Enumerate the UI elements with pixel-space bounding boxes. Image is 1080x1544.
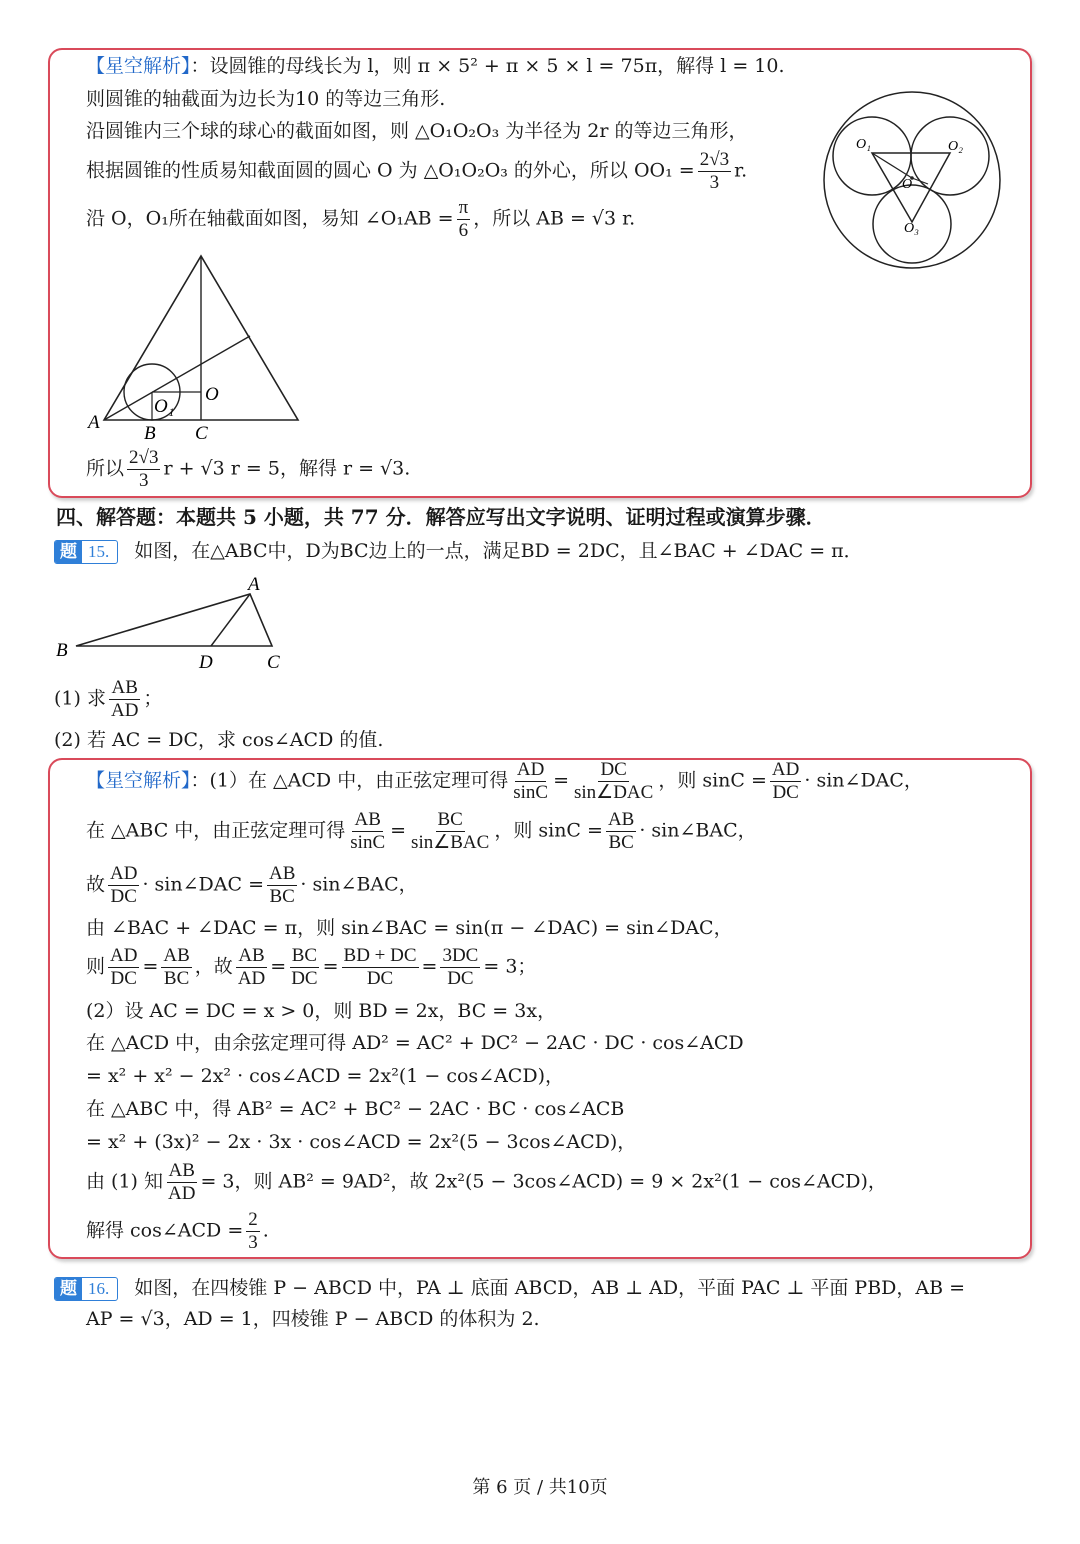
q16-badge: 题 16. [54, 1277, 118, 1301]
label-c: C [195, 423, 208, 444]
section-heading: 四、解答题：本题共 5 小题，共 77 分．解答应写出文字说明、证明过程或演算步骤． [56, 505, 826, 529]
segment-oo2 [912, 178, 928, 184]
fraction: $\frac{2√3}{3}$ [129, 447, 159, 491]
label-b: B [56, 640, 68, 661]
sol2-line11: 由 (1) 知 $\frac{AB}{AD}$ = 3，则 AB² = 9AD²，故 2x²(5 − 3cos∠ACD) = 9 × 2x²(1 − cos∠ACD)， [86, 1160, 887, 1204]
cone-section-figure [84, 250, 314, 450]
sol2-line5: 则 $\frac{AD}{DC}$ = $\frac{AB}{BC}$ ，故 $\frac{AB}{AD}$ = $\frac{BC}{DC}$ = $\frac{BD + DC}{DC}$ = $\frac{3DC}{DC}$ = 3； [86, 945, 537, 989]
segment-oo1 [872, 153, 912, 178]
label-a: A [88, 412, 100, 433]
sol1-line3: 沿圆锥内三个球的球心的截面如图，则 △O₁O₂O₃ 为半径为 2r 的等边三角形， [86, 120, 748, 142]
sol1-line5: 沿 O，O₁所在轴截面如图，易知 ∠O₁AB = $\frac{\pi}{6}$ ，所以 AB = √3 r. [86, 197, 636, 241]
sol1-line4: 根据圆锥的性质易知截面圆的圆心 O 为 △O₁O₂O₃ 的外心，所以 OO₁ = $\frac{2√3}{3}$ r. [86, 149, 748, 193]
label-d: D [199, 652, 213, 673]
q15-stem: 如图，在△ABC中，D为BC边上的一点，满足BD = 2DC，且∠BAC + ∠DAC = π． [134, 540, 863, 562]
q15-badge: 题 15. [54, 540, 118, 564]
label-c: C [267, 652, 280, 673]
fraction: $\frac{DC}{\text{sin∠DAC}}$ [573, 759, 654, 803]
fraction: $\frac{3DC}{DC}$ [442, 945, 479, 989]
label-o1: O₁ [154, 396, 175, 417]
fraction: $\frac{AD}{DC}$ [110, 945, 138, 989]
q15-triangle-figure [54, 570, 294, 674]
label-o2: O₂ [948, 139, 963, 154]
sol1-line1: 【星空解析】：设圆锥的母线长为 l，则 π × 5² + π × 5 × l = 75π，解得 l = 10. [86, 55, 785, 77]
sol2-line1: 【星空解析】：(1）在 △ACD 中，由正弦定理可得 $\frac{AD}{\sin C}$ = $\frac{DC}{\text{sin∠DAC}}$ ，则 sinC = $\frac{AD}{DC}$ · sin∠DAC， [86, 759, 923, 803]
fraction: $\frac{2√3}{3}$ [699, 149, 730, 193]
fraction: $\frac{BC}{DC}$ [291, 945, 318, 989]
triangle-abc [76, 594, 272, 646]
fraction: $\frac{BD + DC}{DC}$ [343, 945, 417, 989]
fraction: $\frac{2}{3}$ [248, 1209, 258, 1253]
sol2-line8: = x² + x² − 2x² · cos∠ACD = 2x²(1 − cos∠ACD)， [86, 1065, 564, 1087]
segment-ad [211, 594, 250, 646]
fraction: $\frac{AB}{BC}$ [163, 945, 190, 989]
q16-line2: AP = √3，AD = 1，四棱锥 P − ABCD 的体积为 2. [86, 1308, 540, 1330]
fraction: $\frac{\pi}{6}$ [458, 197, 469, 241]
fraction: $\frac{AB}{AD}$ [110, 677, 139, 721]
fraction: $\frac{AB}{AD}$ [168, 1160, 196, 1204]
sphere-circle-2 [911, 117, 989, 195]
sol2-line4: 由 ∠BAC + ∠DAC = π，则 sin∠BAC = sin(π − ∠DAC) = sin∠DAC， [86, 917, 733, 939]
sol1-label: 【星空解析】 [86, 55, 191, 77]
sol2-line6: (2）设 AC = DC = x > 0，则 BD = 2x，BC = 3x， [86, 1000, 557, 1022]
label-o: O [205, 384, 219, 405]
sphere-circle-1 [833, 117, 911, 195]
fraction: $\frac{AB}{BC}$ [268, 863, 296, 907]
fraction: $\frac{AD}{DC}$ [771, 759, 800, 803]
label-o: O [902, 177, 913, 192]
fraction: $\frac{AD}{DC}$ [110, 863, 138, 907]
fraction: $\frac{AD}{\sin C}$ [513, 759, 549, 803]
three-spheres-figure [820, 84, 1006, 284]
fraction: $\frac{AB}{\sin C}$ [350, 809, 386, 853]
fraction: $\frac{AB}{AD}$ [237, 945, 266, 989]
q15-part2: (2) 若 AC = DC，求 cos∠ACD 的值. [54, 729, 384, 751]
sol1-line6: 所以 $\frac{2√3}{3}$ r + √3 r = 5，解得 r = √3. [86, 447, 411, 491]
q15-stem-line [54, 540, 863, 564]
q16-stem: 如图，在四棱锥 P − ABCD 中，PA ⊥ 底面 ABCD，AB ⊥ AD，平面 PAC ⊥ 平面 PBD，AB = [134, 1277, 966, 1299]
label-b: B [144, 423, 156, 444]
q15-part1: (1) 求 $\frac{AB}{AD}$ ； [54, 677, 163, 721]
sol2-label: 【星空解析】 [86, 769, 191, 792]
fraction: $\frac{AB}{BC}$ [607, 809, 635, 853]
label-a: A [248, 574, 260, 595]
sol2-line3: 故 $\frac{AD}{DC}$ · sin∠DAC = $\frac{AB}{BC}$ · sin∠BAC， [86, 863, 418, 907]
fraction: $\frac{BC}{\text{sin∠BAC}}$ [411, 809, 490, 853]
sol2-line10: = x² + (3x)² − 2x · 3x · cos∠ACD = 2x²(5 − 3cos∠ACD)， [86, 1131, 637, 1153]
page-footer: 第 6 页 / 共10页 [472, 1477, 608, 1498]
sol1-line2: 则圆锥的轴截面为边长为10 的等边三角形. [86, 88, 446, 110]
sol2-line12: 解得 cos∠ACD = $\frac{2}{3}$ . [86, 1209, 269, 1253]
label-o1: O₁ [856, 137, 871, 152]
q16-line1 [54, 1277, 965, 1301]
sol2-line9: 在 △ABC 中，得 AB² = AC² + BC² − 2AC · BC · cos∠ACB [86, 1098, 625, 1120]
label-o3: O₃ [904, 221, 919, 236]
sol2-line7: 在 △ACD 中，由余弦定理可得 AD² = AC² + DC² − 2AC · DC · cos∠ACD [86, 1032, 744, 1054]
sol2-line2: 在 △ABC 中，由正弦定理可得 $\frac{AB}{\sin C}$ = $\frac{BC}{\text{sin∠BAC}}$ ，则 sinC = $\frac{AB}{BC}$ · sin∠BAC， [86, 809, 757, 853]
